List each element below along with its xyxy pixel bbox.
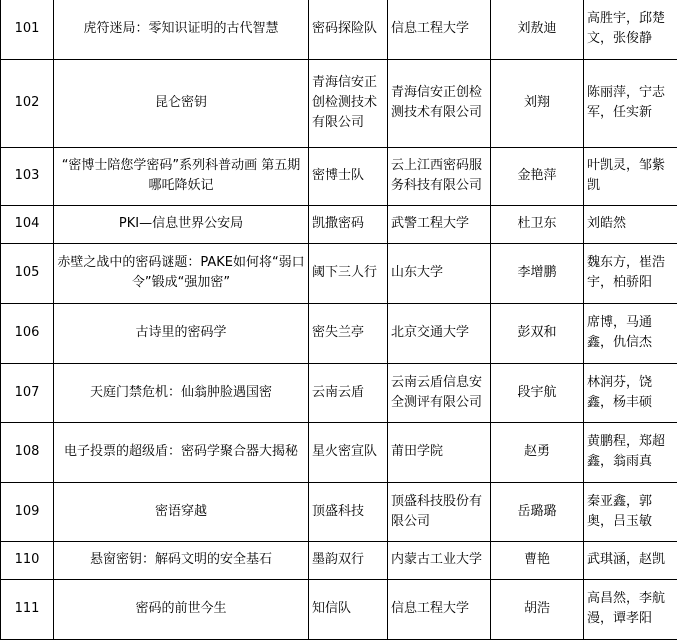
advisor: 曹艳: [491, 541, 584, 579]
row-number: 111: [1, 579, 54, 639]
advisor: 刘翔: [491, 59, 584, 147]
team-name: 云南云盾: [309, 363, 388, 422]
organization: 云上江西密码服务科技有限公司: [388, 147, 491, 205]
row-number: 101: [1, 0, 54, 59]
organization: 北京交通大学: [388, 303, 491, 363]
advisor: 赵勇: [491, 422, 584, 482]
organization: 信息工程大学: [388, 0, 491, 59]
members: 刘皓然: [584, 205, 677, 243]
table-row: [1, 243, 677, 303]
work-title: “密博士陪您学密码”系列科普动画 第五期 哪吒降妖记: [54, 147, 309, 205]
work-title: PKI—信息世界公安局: [54, 205, 309, 243]
work-title: 天庭门禁危机：仙翁肿脸遇国密: [54, 363, 309, 422]
table-row: [1, 579, 677, 639]
members: 陈丽萍，宁志军，任实新: [584, 59, 677, 147]
work-title: 虎符迷局：零知识证明的古代智慧: [54, 0, 309, 59]
row-number: 104: [1, 205, 54, 243]
advisor: 段宇航: [491, 363, 584, 422]
table-row: [1, 0, 677, 59]
work-title: 电子投票的超级盾：密码学聚合器大揭秘: [54, 422, 309, 482]
team-name: 星火密宣队: [309, 422, 388, 482]
table-row: [1, 482, 677, 541]
team-name: 墨韵双行: [309, 541, 388, 579]
table-row: [1, 541, 677, 579]
work-title: 密语穿越: [54, 482, 309, 541]
table-row: [1, 363, 677, 422]
row-number: 107: [1, 363, 54, 422]
table-body: [1, 0, 677, 639]
row-number: 110: [1, 541, 54, 579]
organization: 顶盛科技股份有限公司: [388, 482, 491, 541]
row-number: 108: [1, 422, 54, 482]
advisor: 杜卫东: [491, 205, 584, 243]
advisor: 金艳萍: [491, 147, 584, 205]
advisor: 刘敖迪: [491, 0, 584, 59]
table-row: [1, 303, 677, 363]
team-name: 密码探险队: [309, 0, 388, 59]
members: 武琪涵，赵凯: [584, 541, 677, 579]
team-name: 青海信安正创检测技术有限公司: [309, 59, 388, 147]
work-title: 赤壁之战中的密码谜题：PAKE如何将“弱口令”锻成“强加密”: [54, 243, 309, 303]
team-name: 凯撒密码: [309, 205, 388, 243]
organization: 云南云盾信息安全测评有限公司: [388, 363, 491, 422]
team-name: 知信队: [309, 579, 388, 639]
table-row: [1, 422, 677, 482]
table-row: [1, 59, 677, 147]
advisor: 胡浩: [491, 579, 584, 639]
members: 叶凯灵，邹紫凯: [584, 147, 677, 205]
table-row: [1, 147, 677, 205]
organization: 信息工程大学: [388, 579, 491, 639]
team-name: 密失兰亭: [309, 303, 388, 363]
row-number: 103: [1, 147, 54, 205]
organization: 内蒙古工业大学: [388, 541, 491, 579]
row-number: 109: [1, 482, 54, 541]
organization: 青海信安正创检测技术有限公司: [388, 59, 491, 147]
advisor: 岳璐璐: [491, 482, 584, 541]
table-row: [1, 205, 677, 243]
members: 高胜宇，邱楚文，张俊静: [584, 0, 677, 59]
team-name: 密博士队: [309, 147, 388, 205]
advisor: 彭双和: [491, 303, 584, 363]
members: 林润芬，饶鑫，杨丰硕: [584, 363, 677, 422]
advisor: 李增鹏: [491, 243, 584, 303]
work-title: 昆仑密钥: [54, 59, 309, 147]
work-title: 密码的前世今生: [54, 579, 309, 639]
team-name: 顶盛科技: [309, 482, 388, 541]
work-title: 悬窗密钥：解码文明的安全基石: [54, 541, 309, 579]
members: 黄鹏程，郑超鑫，翁雨真: [584, 422, 677, 482]
team-name: 阈下三人行: [309, 243, 388, 303]
row-number: 105: [1, 243, 54, 303]
row-number: 102: [1, 59, 54, 147]
members: 高昌然，李航漫，谭孝阳: [584, 579, 677, 639]
organization: 莆田学院: [388, 422, 491, 482]
members: 席博，马通鑫，仇信杰: [584, 303, 677, 363]
members: 秦亚鑫，郭奥，吕玉敏: [584, 482, 677, 541]
organization: 武警工程大学: [388, 205, 491, 243]
members: 魏东方，崔浩宇，柏骄阳: [584, 243, 677, 303]
row-number: 106: [1, 303, 54, 363]
work-title: 古诗里的密码学: [54, 303, 309, 363]
organization: 山东大学: [388, 243, 491, 303]
